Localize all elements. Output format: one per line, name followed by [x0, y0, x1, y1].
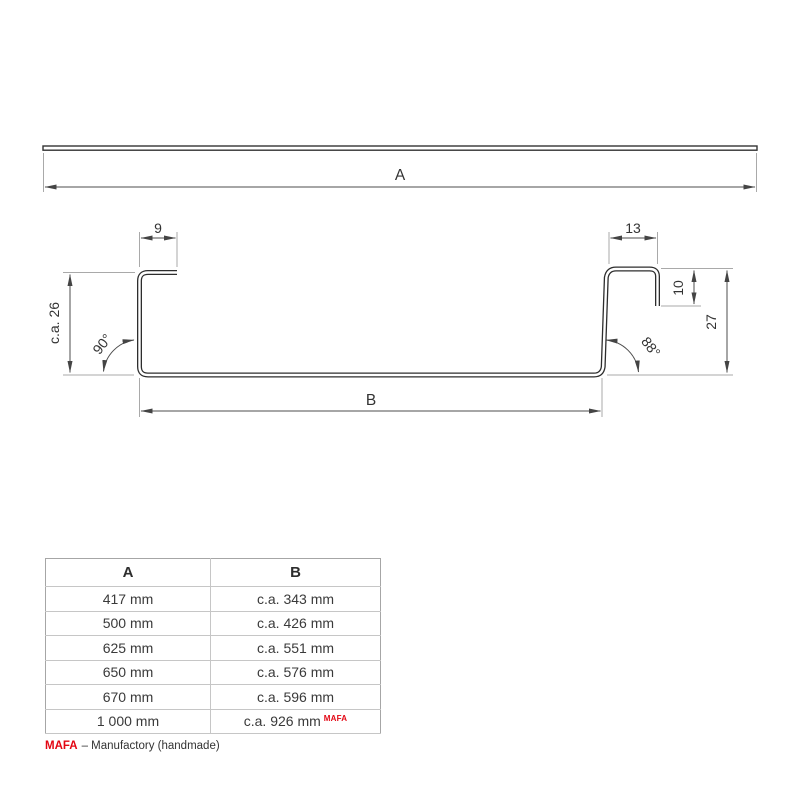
column-header-b: B [211, 559, 381, 587]
dimension-left-lip [141, 220, 176, 238]
dimension-right-drop [670, 271, 694, 305]
value-a: 650 mm [46, 660, 211, 685]
dim-13-label: 13 [625, 220, 641, 236]
angle-left-90 [89, 331, 134, 372]
profile-cross-section [140, 269, 658, 375]
angle-88-label: 88° [638, 333, 664, 361]
value-b: c.a. 551 mm [211, 636, 381, 661]
size-table [45, 558, 381, 734]
dimension-b [141, 392, 601, 411]
value-b: c.a. 596 mm [211, 685, 381, 710]
table-row [46, 636, 381, 661]
dim-27-label: 27 [703, 314, 719, 330]
footnote-abbr: MAFA [45, 740, 78, 752]
value-a: 1 000 mm [46, 709, 211, 734]
angle-right-88 [606, 334, 664, 372]
dimension-right-height [703, 271, 727, 373]
value-a: 500 mm [46, 611, 211, 636]
value-b-text: c.a. 926 mm [243, 713, 321, 730]
value-a: 417 mm [46, 587, 211, 612]
dim-10-label: 10 [670, 280, 686, 296]
dim-b-label: B [365, 392, 377, 409]
dimension-left-height [46, 275, 70, 373]
sheet-bar [43, 146, 757, 150]
table-row [46, 587, 381, 612]
table-header-row [46, 559, 381, 587]
dim-9-label: 9 [154, 220, 162, 236]
dimension-right-lip [611, 220, 657, 238]
value-b [211, 709, 381, 734]
dimension-a [44, 153, 757, 192]
dim-a-label: A [394, 167, 406, 184]
footnote-text: – Manufactory (handmade) [81, 740, 220, 752]
value-b: c.a. 576 mm [211, 660, 381, 685]
mafa-superscript: MAFA [323, 713, 348, 723]
dim-ca26-label: c.a. 26 [46, 301, 62, 345]
profile-side-view [43, 146, 757, 150]
value-b: c.a. 343 mm [211, 587, 381, 612]
value-a: 625 mm [46, 636, 211, 661]
table-row [46, 685, 381, 710]
value-b: c.a. 426 mm [211, 611, 381, 636]
table-row [46, 709, 381, 734]
value-a: 670 mm [46, 685, 211, 710]
angle-90-label: 90° [89, 330, 115, 358]
footnote [45, 740, 220, 752]
column-header-a: A [46, 559, 211, 587]
table-row [46, 611, 381, 636]
table-row [46, 660, 381, 685]
extension-lines [63, 232, 733, 417]
